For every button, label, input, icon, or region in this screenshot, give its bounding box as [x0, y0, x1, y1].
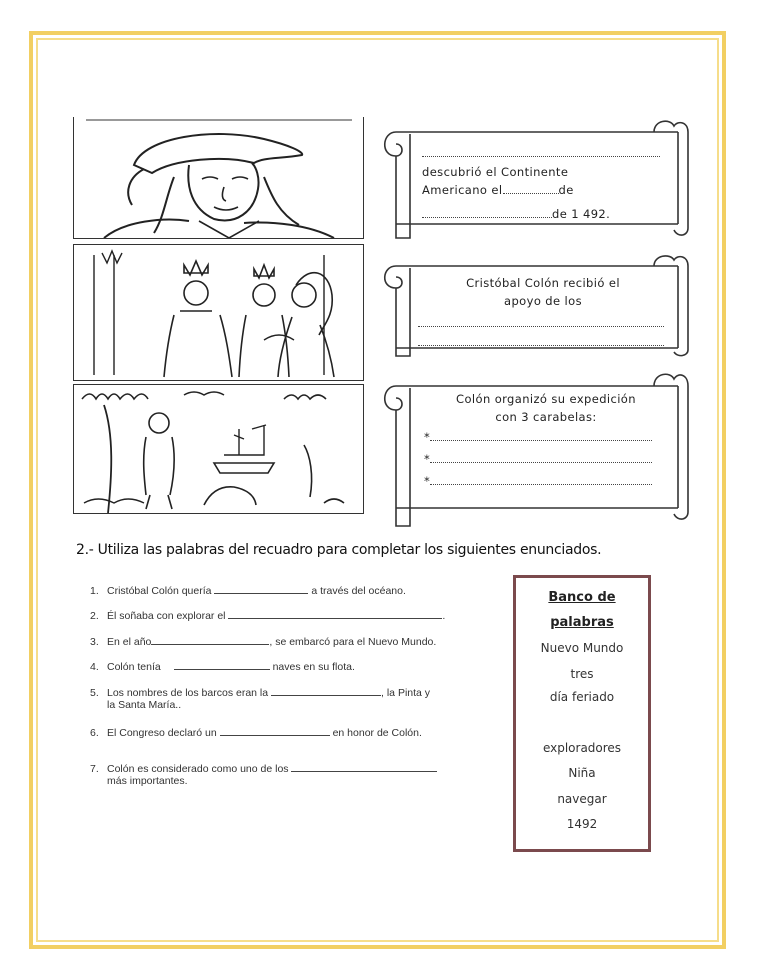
sentence-blank[interactable]: [228, 609, 442, 619]
bullet: *: [424, 452, 431, 466]
sentence-text-continued: más importantes.: [107, 775, 188, 787]
sentence-text: Colón tenía: [107, 661, 161, 673]
answer-line-ship-3: [430, 474, 652, 485]
panel-one-line: descubrió el Continente: [422, 165, 569, 179]
answer-line-sponsors: [418, 314, 664, 327]
sentence-number: 3.: [90, 636, 99, 648]
columbus-portrait-picture: [73, 117, 364, 239]
answer-line-name: [422, 144, 660, 157]
word-bank-title: Banco de: [548, 590, 616, 605]
bullet: *: [424, 430, 431, 444]
sentence-3: [90, 635, 436, 648]
sentence-number: 4.: [90, 661, 99, 673]
sentence-text: .: [442, 610, 446, 622]
panel-one-line: [422, 181, 662, 199]
word-bank-word: día feriado: [549, 690, 615, 704]
sentence-text: , la Pinta y: [381, 687, 431, 699]
answer-line-ship-2: [430, 452, 652, 463]
sentence-text: naves en su flota.: [272, 661, 355, 673]
instruction-text: 2.- Utiliza las palabras del recuadro para completar los siguientes enunciados.: [76, 542, 602, 558]
sentence-text: En el año: [107, 636, 152, 648]
panel-one-line: [422, 205, 662, 223]
sentence-6: [90, 726, 422, 739]
sentence-blank[interactable]: [271, 686, 381, 696]
answer-line-month: [422, 207, 552, 218]
word-bank-word: navegar: [557, 792, 607, 806]
panel-three-line: Colón organizó su expedición: [456, 392, 636, 406]
sentence-7: [90, 762, 437, 787]
sentence-2: [90, 609, 445, 622]
sentence-1: [90, 584, 406, 597]
sentence-number: 1.: [90, 585, 99, 597]
sentence-text: en honor de Colón.: [332, 727, 422, 739]
sentence-blank[interactable]: [174, 660, 270, 670]
ship-answer-row: [418, 428, 674, 446]
sentence-number: 2.: [90, 610, 99, 622]
catholic-monarchs-picture: [73, 244, 364, 381]
scroll-panel-three: [378, 368, 694, 528]
panel-one-text: Americano el: [422, 183, 503, 197]
sentence-number: 7.: [90, 763, 99, 775]
word-bank-title: palabras: [550, 615, 614, 630]
sentence-text: Cristóbal Colón quería: [107, 585, 212, 597]
sentence-blank[interactable]: [220, 726, 330, 736]
sentence-text: Colón es considerado como uno de los: [107, 763, 289, 775]
sentence-5: [90, 686, 430, 711]
sentence-number: 6.: [90, 727, 99, 739]
answer-line-sponsors-2: [418, 333, 664, 346]
sentence-text: El Congreso declaró un: [107, 727, 217, 739]
sentence-text: Los nombres de los barcos eran la: [107, 687, 269, 699]
scroll-panel-one: [378, 116, 694, 240]
sentence-blank[interactable]: [291, 762, 437, 772]
word-bank-word: Niña: [568, 766, 596, 780]
word-bank-word: Nuevo Mundo: [540, 641, 624, 655]
bullet: *: [424, 474, 431, 488]
sentence-text: , se embarcó para el Nuevo Mundo.: [269, 636, 437, 648]
answer-line-ship-1: [430, 430, 652, 441]
panel-two-line: Cristóbal Colón recibió el: [466, 276, 620, 290]
panel-two-line: apoyo de los: [504, 294, 582, 308]
sentence-4: [90, 660, 355, 673]
sentence-blank[interactable]: [151, 635, 269, 645]
scroll-panel-two: [378, 252, 694, 358]
ship-answer-row: [418, 472, 674, 490]
sentence-number: 5.: [90, 687, 99, 699]
word-bank-word: tres: [570, 667, 594, 681]
sentence-text-continued: la Santa María..: [107, 699, 182, 711]
panel-one-text: de 1 492.: [552, 207, 611, 221]
ship-answer-row: [418, 450, 674, 468]
panel-three-line: con 3 carabelas:: [495, 410, 597, 424]
sentence-text: Él soñaba con explorar el: [107, 610, 226, 622]
panel-one-text: de: [558, 183, 574, 197]
answer-line-day: [503, 183, 559, 194]
word-bank-box: [513, 575, 651, 852]
word-bank-word: 1492: [566, 817, 598, 831]
sentence-text: a través del océano.: [311, 585, 406, 597]
columbus-landing-picture: [73, 384, 364, 514]
word-bank-word: exploradores: [542, 741, 622, 755]
sentence-blank[interactable]: [214, 584, 308, 594]
